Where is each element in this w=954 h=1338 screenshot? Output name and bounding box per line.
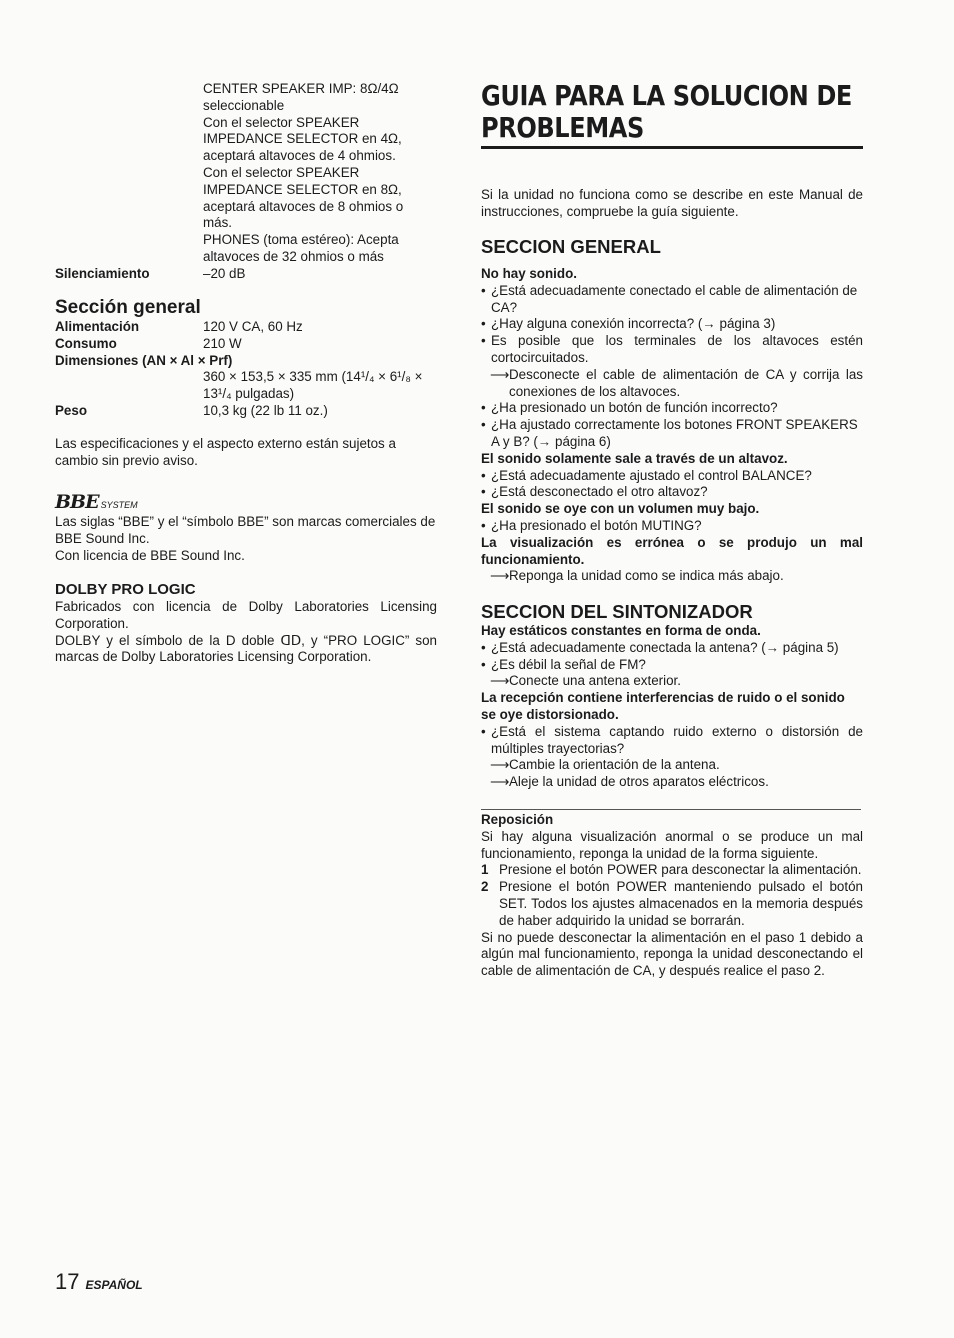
bbe-logo: BBE SYSTEM bbox=[55, 491, 138, 513]
speaker-spec-block bbox=[203, 81, 443, 266]
check-item: • Es posible que los terminales de los altavoces estén cortocircuitados. bbox=[481, 333, 863, 367]
seccion-sintonizador bbox=[481, 601, 863, 791]
spec-label: Peso bbox=[55, 402, 88, 418]
right-arrow-icon: ⟶ bbox=[490, 568, 510, 584]
bbe-block bbox=[55, 491, 437, 564]
spec-line: PHONES (toma estéreo): Acepta bbox=[203, 232, 399, 248]
intro-text: Si la unidad no funciona como se describe en este Manual de instrucciones, compruebe la guía siguiente. bbox=[481, 187, 863, 219]
spec-value: 360 × 153,5 × 335 mm (14¹/₄ × 6¹/₈ × bbox=[203, 369, 423, 385]
check-item: • ¿Hay alguna conexión incorrecta? (→ página 3) bbox=[481, 316, 863, 333]
page-number: 17 bbox=[55, 1269, 80, 1294]
spec-line: CENTER SPEAKER IMP: 8Ω/4Ω bbox=[203, 81, 399, 96]
problem-title: La visualización es errónea o se produjo un mal funcionamiento. bbox=[481, 534, 863, 567]
spec-line: IMPEDANCE SELECTOR en 8Ω, bbox=[203, 181, 402, 197]
spec-line: aceptará altavoces de 8 ohmios o bbox=[203, 198, 404, 214]
guide-title-block bbox=[481, 80, 863, 144]
check-item: • ¿Está el sistema captando ruido externo o distorsión de múltiples trayectorias? bbox=[481, 724, 863, 758]
bbe-text: Las siglas “BBE” y el “símbolo BBE” son marcas comerciales de BBE Sound Inc. bbox=[55, 514, 436, 546]
spec-label: Dimensiones (AN × Al × Prf) bbox=[55, 352, 233, 368]
spec-value: 210 W bbox=[203, 335, 242, 351]
spec-value: 13¹/₄ pulgadas) bbox=[203, 386, 295, 402]
dolby-text: DOLBY y el símbolo de la D doble ᗡᗞ, y “PRO LOGIC” son marcas de Dolby Laboratories Licensing Corporation. bbox=[55, 632, 437, 665]
check-item: • ¿Está adecuadamente ajustado el control BALANCE? bbox=[481, 468, 863, 485]
spec-value: 10,3 kg (22 lb 11 oz.) bbox=[203, 402, 328, 418]
right-arrow-icon: ⟶ bbox=[490, 673, 510, 689]
dolby-text: Fabricados con licencia de Dolby Laboratories Licensing Corporation. bbox=[55, 599, 437, 631]
spec-line: más. bbox=[203, 215, 233, 231]
seccion-general bbox=[481, 236, 863, 585]
problem-title: No hay sonido. bbox=[481, 266, 577, 281]
spec-notice: Las especificaciones y el aspecto externo están sujetos a cambio sin previo aviso. bbox=[55, 435, 396, 468]
problem-title: La recepción contiene interferencias de ruido o el sonido se oye distorsionado. bbox=[481, 690, 845, 722]
page-footer bbox=[55, 1269, 143, 1294]
spec-label: Silenciamiento bbox=[55, 266, 150, 281]
check-item: • ¿Ha presionado el botón MUTING? bbox=[481, 518, 863, 535]
title-rule bbox=[481, 146, 863, 149]
check-item: • ¿Es débil la señal de FM? bbox=[481, 657, 863, 674]
remedy-item: ⟶ Cambie la orientación de la antena. bbox=[490, 757, 720, 773]
reposicion-intro: Si hay alguna visualización anormal o se produce un mal funcionamiento, reponga la unidad de la forma siguiente. bbox=[481, 828, 863, 861]
check-item: • ¿Está adecuadamente conectada la antena? (→ página 5) bbox=[481, 640, 863, 657]
check-item: • ¿Está desconectado el otro altavoz? bbox=[481, 484, 863, 501]
reposicion-outro: Si no puede desconectar la alimentación en el paso 1 debido a algún mal funcionamiento, reponga la unidad desconectando el cable de alimentación de CA, y después realice el paso 2. bbox=[481, 929, 863, 979]
general-specs bbox=[55, 297, 437, 469]
remedy-item: ⟶ Aleje la unidad de otros aparatos eléctricos. bbox=[490, 774, 769, 790]
check-item: • ¿Ha ajustado correctamente los botones FRONT SPEAKERS A y B? (→ página 6) bbox=[481, 417, 863, 451]
spec-line: IMPEDANCE SELECTOR en 4Ω, bbox=[203, 131, 402, 147]
section-divider bbox=[481, 809, 861, 810]
check-item: • ¿Ha presionado un botón de función incorrecto? bbox=[481, 400, 863, 417]
bbe-text: Con licencia de BBE Sound Inc. bbox=[55, 547, 245, 563]
problem-title: Hay estáticos constantes en forma de onda. bbox=[481, 623, 761, 638]
section-heading: SECCION DEL SINTONIZADOR bbox=[481, 601, 753, 622]
subsection-title: Reposición bbox=[481, 812, 554, 827]
silenciamiento-row bbox=[55, 266, 437, 283]
spec-label: Consumo bbox=[55, 335, 117, 351]
right-arrow-icon: ⟶ bbox=[490, 757, 510, 773]
spec-line: Con el selector SPEAKER bbox=[203, 114, 360, 130]
spec-value: –20 dB bbox=[203, 266, 246, 281]
section-heading: DOLBY PRO LOGIC bbox=[55, 581, 196, 598]
remedy-item: ⟶ Reponga la unidad como se indica más abajo. bbox=[490, 568, 784, 584]
reposicion-block bbox=[481, 812, 863, 980]
remedy-item: ⟶ Conecte una antena exterior. bbox=[490, 673, 681, 689]
right-arrow-icon: ⟶ bbox=[490, 774, 510, 790]
right-arrow-icon: ⟶ bbox=[490, 366, 510, 382]
guide-intro bbox=[481, 187, 863, 221]
spec-line: Con el selector SPEAKER bbox=[203, 164, 360, 180]
language-label: ESPAÑOL bbox=[85, 1278, 143, 1292]
dolby-block bbox=[55, 581, 437, 666]
step-item: 2 Presione el botón POWER manteniendo pulsado el botón SET. Todos los ajustes almacenados en la memoria después de haber adquirido la unidad se borrarán. bbox=[481, 879, 863, 928]
section-heading: Sección general bbox=[55, 297, 201, 318]
problem-title: El sonido solamente sale a través de un altavoz. bbox=[481, 450, 788, 466]
remedy-item: ⟶ Desconecte el cable de alimentación de CA y corrija las conexiones de los altavoces. bbox=[490, 366, 863, 399]
step-item: 1 Presione el botón POWER para desconectar la alimentación. bbox=[481, 862, 862, 878]
page-title: GUIA PARA LA SOLUCION DE PROBLEMAS bbox=[481, 79, 852, 144]
problem-title: El sonido se oye con un volumen muy bajo. bbox=[481, 501, 760, 517]
spec-line: seleccionable bbox=[203, 97, 285, 113]
spec-line: altavoces de 32 ohmios o más bbox=[203, 248, 384, 264]
section-heading: SECCION GENERAL bbox=[481, 236, 661, 257]
check-item: • ¿Está adecuadamente conectado el cable de alimentación de CA? bbox=[481, 283, 863, 317]
spec-label: Alimentación bbox=[55, 319, 140, 334]
spec-value: 120 V CA, 60 Hz bbox=[203, 319, 303, 334]
spec-line: aceptará altavoces de 4 ohmios. bbox=[203, 148, 396, 164]
